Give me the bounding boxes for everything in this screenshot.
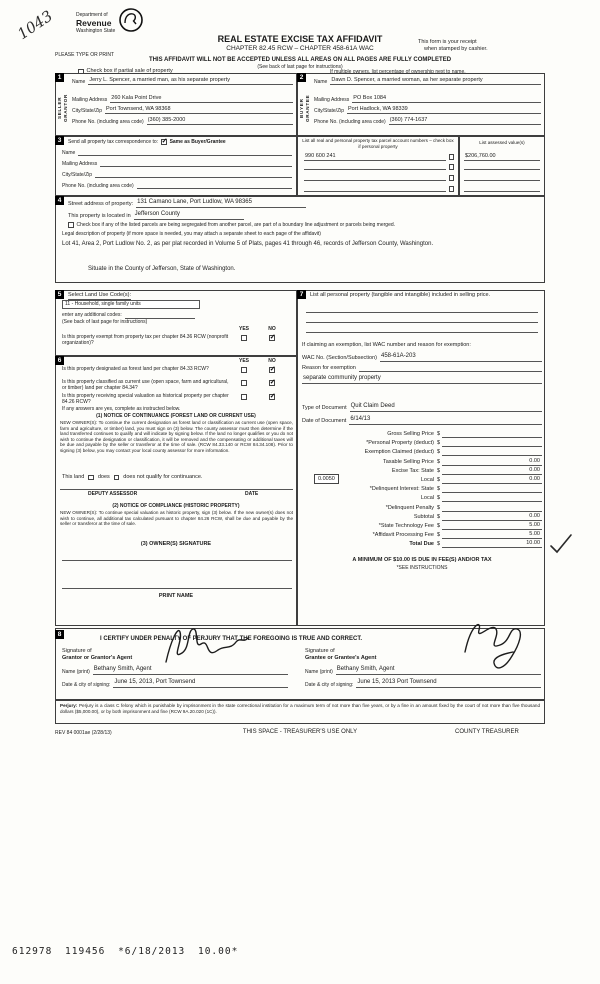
historic-question: Is this property receiving special valuation as historical property per chapter 84.26 RCW? [62,393,229,406]
money-line [442,494,542,502]
historic-yes-cell [230,393,258,400]
seller-name-value: Jerry L. Spencer, a married man, as his separate property [88,77,293,85]
forest-question: Is this property designated as forest land per chapter 84.33 RCW? [62,366,209,372]
money-row-subtotal [306,513,542,521]
parcel-personal-checkbox-4 [449,186,455,192]
money-line [442,467,542,475]
assessed-row-2 [464,164,540,170]
please-type-label: PLEASE TYPE OR PRINT [55,52,115,58]
minimum-due-note: A MINIMUM OF $10.00 IS DUE IN FEE(S) AND/OR TAX [352,557,492,563]
section8-badge: 8 [55,630,64,639]
parcel-blank-4 [304,186,446,192]
money-row-delinquent-interest-local [306,494,542,502]
section5-see-back: (See back of last page for instructions) [62,319,148,325]
correspondence-phone-value [137,183,292,189]
money-value [540,430,542,436]
compliance-title: (2) NOTICE OF COMPLIANCE (HISTORIC PROPERTY) [112,503,240,509]
historic-no-checkbox [269,394,275,400]
buyer-phone-label: Phone No. (including area code) [314,119,386,126]
money-line [442,448,542,456]
personal-property-label: List all personal property (tangible and intangible) included in selling price. [310,292,491,298]
same-as-buyer-checkbox [161,139,167,145]
section6-yes-no-header [230,358,286,364]
personal-property-line-2 [306,322,538,323]
money-label: *Personal Property (deduct) [366,440,434,446]
money-label: Taxable Selling Price [382,459,434,465]
cashier-receipt-stamp: 612978 119456 *6/18/2013 10.00* [12,946,239,957]
money-label: Total Due [409,541,434,547]
section7-badge: 7 [297,290,306,299]
reason-value-row [302,375,542,384]
dollar-sign: $ [437,477,441,483]
forest-question-row [62,366,286,373]
money-value: 0.00 [529,476,540,482]
parcel-blank-2 [304,164,446,170]
assessed-blank-3 [464,175,540,181]
warning-line: THIS AFFIDAVIT WILL NOT BE ACCEPTED UNLESS ALL AREAS ON ALL PAGES ARE FULLY COMPLETED [148,57,452,63]
local-rate-box: 0.0050 [314,474,339,484]
wac-label: WAC No. (Section/Subsection) [302,355,377,362]
money-row-affidavit-processing-fee [306,531,542,539]
dor-seal-icon [118,7,144,33]
located-in-label: This property is located in [68,213,131,220]
located-in-value: Jefferson County [134,211,244,220]
does-checkbox [88,475,94,481]
partial-sale-label: Check box if partial sale of property [86,68,173,74]
money-row-delinquent-interest-state [306,485,542,493]
seller-name-label: Name [72,79,86,86]
grantor-date-label: Date & city of signing: [62,681,111,688]
exempt-question-row [62,334,286,347]
treasurer-space-label: THIS SPACE - TREASURER'S USE ONLY [242,729,358,735]
grantee-name-row [305,666,541,675]
section5-badge: 5 [55,290,64,299]
street-address-row [68,199,538,208]
deputy-date-label: DATE [245,491,259,497]
perjury-text: Perjury is a class C felony which is punishable by imprisonment in the state correctional institution for a maximum term of not more than five years, or by a fine in an amount fixed by the court of not more than five thousand dollars ($5,000.00), or by both imprisonment and fine (RCW 9A.20.020 (1C)). [60,703,541,714]
perjury-label: Perjury: [60,703,78,708]
money-row-gross-selling-price [306,430,542,438]
money-line [442,504,542,512]
grantee-agent-label: Grantee or Grantee's Agent [305,655,377,661]
money-row-total-due [306,540,542,548]
forest-yes-checkbox [241,367,247,373]
seller-address-label: Mailing Address [72,97,108,104]
buyer-csz-label: City/State/Zip [314,108,345,115]
seller-phone-row [72,117,293,125]
assessed-value: $206,760.00 [464,153,540,161]
section5-yes-no-header [230,326,286,332]
buyer-name-row [314,77,541,85]
current-use-no-cell [258,379,286,386]
assessed-blank-4 [464,186,540,192]
located-in-row [68,211,368,220]
exempt-no-checkbox [269,335,275,341]
continuance-title: (1) NOTICE OF CONTINUANCE (FOREST LAND OR CURRENT USE) [96,413,256,419]
segregated-checkbox [68,222,74,228]
assessed-header: List assessed value(s) [479,140,525,145]
rev-number: REV 84 0001ae (2/28/13) [55,730,112,736]
money-label: Exemption Claimed (deduct) [364,449,434,455]
seller-phone-label: Phone No. (including area code) [72,119,144,126]
money-value [540,448,542,454]
dollar-sign: $ [437,459,441,465]
owners-signature-title: (3) OWNER(S) SIGNATURE [140,541,212,547]
dollar-sign: $ [437,486,441,492]
land-use-code-value: 11 - Household, single family units [65,301,141,308]
current-use-no-checkbox [269,380,275,386]
correspondence-phone-row [62,183,292,189]
receipt-note-line2: when stamped by cashier. [424,45,488,52]
section3-badge: 3 [55,136,64,145]
dollar-sign: $ [437,431,441,437]
land-use-label: Select Land Use Code(s): [68,292,131,300]
buyer-side-label-2: GRANTEE [305,94,310,122]
correspondence-address-label: Mailing Address [62,161,98,167]
money-value: 5.00 [529,531,540,537]
does-label: does [97,474,110,480]
correspondence-csz-row [62,172,292,178]
current-use-question: Is this property classified as current use (open space, farm and agricultural, or timber) land per chapter 84.34? [62,379,229,392]
form-chapter: CHAPTER 82.45 RCW – CHAPTER 458-61A WAC [226,45,374,52]
wac-row [302,353,542,362]
dollar-sign: $ [437,449,441,455]
correspondence-name-value [78,150,292,156]
parcel-row-4 [304,186,454,192]
money-line [442,476,542,484]
current-use-yes-checkbox [241,380,247,386]
compliance-text: NEW OWNER(S): To continue special valuation as historic property, sign (3) below. If the new owner(s) does not wish to continue, all additional tax calculated pursuant to chapter 84.26 RCW, shall be due and payable by the seller or transferor at the time of sale. [60,510,293,526]
dollar-sign: $ [437,514,441,520]
receipt-note [418,39,533,53]
doc-type-row [302,403,542,412]
form-title: REAL ESTATE EXCISE TAX AFFIDAVIT [217,34,383,44]
assessed-blank-2 [464,164,540,170]
certify-statement: I CERTIFY UNDER PENALTY OF PERJURY THAT THE FOREGOING IS TRUE AND CORRECT. [100,636,363,642]
correspondence-address-row [62,161,292,167]
dollar-sign: $ [437,541,441,547]
money-line [442,540,542,548]
doc-type-value: Quit Claim Deed [350,403,542,412]
forest-yes-cell [230,366,258,373]
doc-date-value: 6/14/13 [349,416,542,425]
dollar-sign: $ [437,505,441,511]
money-value [540,439,542,445]
personal-property-line-1 [306,312,538,313]
grantor-signature-of-label: Signature of [62,648,92,654]
current-use-yes-cell [230,379,258,386]
street-address-value: 131 Camano Lane, Port Ludlow, WA 98365 [136,199,306,208]
perjury-box [55,700,545,724]
money-value [540,485,542,491]
print-name-label: PRINT NAME [158,593,194,599]
money-label: Excise Tax: State [391,468,434,474]
forest-no-checkbox [269,367,275,373]
money-row-state-technology-fee [306,522,542,530]
handwritten-number: 1043 [14,6,56,44]
reason-label: Reason for exemption [302,365,356,371]
money-line [442,430,542,438]
grantee-name-label: Name (print) [305,668,333,675]
historic-question-row [62,393,286,406]
money-value: 10.00 [526,540,540,546]
buyer-address-row [314,95,541,103]
buyer-side-label-1: BUYER [299,98,304,118]
grantor-name-value: Bethany Smith, Agent [93,666,288,675]
parcel-personal-checkbox-1 [449,154,455,160]
money-line [442,522,542,530]
yes-column-label-2: YES [238,358,249,364]
buyer-csz-row [314,106,541,114]
money-value [540,504,542,510]
parcel-number-value: 990 600 241 [304,153,446,161]
correspondence-name-label: Name [62,150,76,156]
legal-description-label: Legal description of property (if more space is needed, you may attach a separate sheet to each page of the affidavit) [62,231,321,237]
wac-value: 458-61A-203 [380,353,542,362]
assessed-row-1 [464,153,540,161]
money-label: Local [420,495,434,501]
multiple-owners-note: If multiple owners, list percentage of ownership next to name. [330,69,466,75]
section4-badge: 4 [55,196,64,205]
doc-type-label: Type of Document [302,405,347,412]
legal-description-value: Lot 41, Area 2, Port Ludlow No. 2, as per plat recorded in Volume 5 of Plats, pages 41 through 46, records of Jefferson County, Washington. [62,241,434,247]
money-row-taxable-selling-price [306,458,542,466]
correspondence-phone-label: Phone No. (including area code) [62,183,134,189]
see-instructions-note: *SEE INSTRUCTIONS [396,565,448,571]
buyer-csz-value: Port Hadlock, WA 98339 [347,106,541,114]
seller-address-row [72,95,293,103]
money-label: *Affidavit Processing Fee [372,532,434,538]
does-not-checkbox [114,475,120,481]
dollar-sign: $ [437,523,441,529]
additional-codes-label: enter any additional codes: [62,312,122,318]
dept-line3: Washington State [76,28,116,35]
parcel-row-3 [304,175,454,181]
perjury-paragraph [56,701,544,716]
grantee-name-value: Bethany Smith, Agent [336,666,541,675]
dollar-sign: $ [437,468,441,474]
if-yes-note: If any answers are yes, complete as instructed below. [62,406,181,412]
seller-phone-value: (360) 385-2000 [147,117,293,125]
see-back-note: (See back of last page for instructions) [257,64,343,70]
grantee-signature-of-label: Signature of [305,648,335,654]
money-row-delinquent-penalty [306,504,542,512]
send-correspondence-label: Send all property tax correspondence to: [68,139,159,145]
yes-column-label: YES [238,326,249,332]
dollar-sign: $ [437,440,441,446]
buyer-address-label: Mailing Address [314,97,350,104]
section6-badge: 6 [55,356,64,365]
parcel-row-2 [304,164,454,170]
money-row-excise-state [306,467,542,475]
money-label: Local [420,477,434,483]
parcel-blank-3 [304,175,446,181]
buyer-address-value: PO Box 1084 [352,95,541,103]
parcel-personal-checkbox-2 [449,164,455,170]
segregated-row [68,222,538,228]
deputy-assessor-line [60,489,293,490]
same-as-buyer-label: Same as Buyer/Grantee [169,139,226,145]
grantee-date-value: June 15, 2013 Port Townsend [356,679,541,688]
exemption-intro: If claiming an exemption, list WAC number and reason for exemption: [302,342,471,348]
buyer-name-label: Name [314,79,328,86]
owner-signature-line-1 [62,560,292,561]
dollar-sign: $ [437,532,441,538]
land-qualify-row [62,474,202,481]
parcel-header: List all real and personal property tax parcel account numbers – check box if personal property [302,138,454,149]
reason-label-row [302,365,542,372]
money-label: *Delinquent Interest: State [369,486,434,492]
money-row-personal-property [306,439,542,447]
exempt-no-cell [258,334,286,341]
buyer-phone-row [314,117,541,125]
grantee-date-row [305,679,541,688]
dept-line1: Department of [76,12,108,18]
money-value: 5.00 [529,522,540,528]
dollar-sign: $ [437,495,441,501]
county-treasurer-label: COUNTY TREASURER [455,729,519,735]
reason-value: separate community property [302,375,542,384]
dept-line2: Revenue [76,18,112,29]
doc-date-row [302,416,542,425]
this-land-label: This land [62,474,85,480]
does-not-label: does not qualify for continuance. [123,474,203,480]
grantor-date-row [62,679,288,688]
money-line [442,513,542,521]
assessed-row-3 [464,175,540,181]
money-value: 0.00 [529,458,540,464]
money-line [442,439,542,447]
money-line [442,485,542,493]
exempt-question: Is this property exempt from property tax per chapter 84.36 RCW (nonprofit organization)? [62,334,229,347]
situate-line: Situate in the County of Jefferson, State of Washington. [88,266,236,272]
seller-address-value: 260 Kala Point Drive [110,95,293,103]
owner-signature-line-2 [62,588,292,589]
money-value: 0.00 [529,513,540,519]
current-use-question-row [62,379,286,392]
grantor-signature [158,620,253,668]
correspondence-name-row [62,150,292,156]
continuance-text: NEW OWNER(S): To continue the current designation as forest land or classification as current use (open space, farm and agriculture, or timber) land, you must sign on (3) below. The county assessor must then determine if the land transferred continues to qualify and will indicate by signing below. If the land no longer qualifies or you do not wish to continue the designation or classification, it will be removed and the compensating or additional taxes will be due and payable by the seller or transferor at the time of sale. (RCW 84.33.140 or RCW 84.34.108). Prior to signing (3) below, you may contact your local county assessor for more information. [60,420,293,453]
exempt-yes-cell [230,334,258,341]
section2-badge: 2 [297,73,306,82]
correspondence-address-value [100,161,292,167]
receipt-note-line1: This form is your receipt [418,39,477,45]
seller-csz-label: City/State/Zip [72,108,103,115]
buyer-phone-value: (360) 774-1637 [389,117,541,125]
seller-csz-row [72,106,293,114]
segregated-label: Check box if any of the listed parcels are being segregated from another parcel, are part of a boundary line adjustment or parcels being merged. [76,222,396,228]
forest-no-cell [258,366,286,373]
seller-side-label-1: SELLER [57,96,62,120]
grantor-date-value: June 15, 2013, Port Townsend [113,679,288,688]
deputy-assessor-label: DEPUTY ASSESSOR [88,491,138,497]
street-address-label: Street address of property: [68,201,134,208]
money-value: 0.00 [529,467,540,473]
seller-side-label-2: GRANTOR [63,93,68,123]
land-use-code-field [62,300,200,309]
no-column-label-2: NO [268,358,276,364]
correspondence-csz-value [95,172,292,178]
money-label: Gross Selling Price [387,431,434,437]
doc-date-label: Date of Document [302,418,347,425]
historic-no-cell [258,393,286,400]
grantor-name-label: Name (print) [62,668,90,675]
grantee-date-label: Date & city of signing: [305,681,354,688]
correspondence-csz-label: City/State/Zip [62,172,93,178]
money-label: Subtotal [413,514,434,520]
reason-line [359,366,542,372]
money-label: *State Technology Fee [378,523,434,529]
no-column-label: NO [268,326,276,332]
seller-csz-value: Port Townsend, WA 98368 [105,106,293,114]
money-line [442,458,542,466]
personal-property-line-3 [306,332,538,333]
buyer-name-value: Dawn D. Spencer, a married woman, as her separate property [330,77,541,85]
parcel-personal-checkbox-3 [449,175,455,181]
send-correspondence-row [68,139,294,145]
money-row-excise-local [306,476,542,484]
grantor-agent-label: Grantor or Grantor's Agent [62,655,133,661]
assessed-row-4 [464,186,540,192]
money-line [442,531,542,539]
parcel-row-1 [304,153,454,161]
money-value [540,494,542,500]
grantor-name-row [62,666,288,675]
money-row-exemption-claimed [306,448,542,456]
section1-badge: 1 [55,73,64,82]
seller-name-row [72,77,293,85]
historic-yes-checkbox [241,394,247,400]
money-label: *Delinquent Penalty [385,505,434,511]
handwritten-checkmark-icon [548,532,574,556]
exempt-yes-checkbox [241,335,247,341]
